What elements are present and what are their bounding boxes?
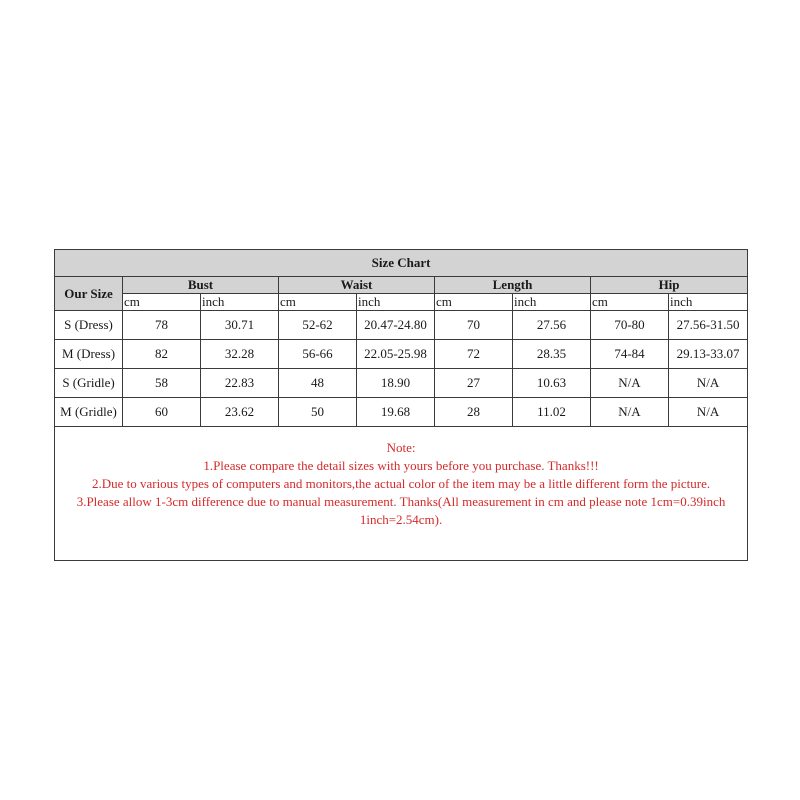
table-cell: N/A: [591, 398, 669, 427]
table-cell: N/A: [591, 369, 669, 398]
table-cell: 74-84: [591, 340, 669, 369]
table-cell: 27.56: [513, 311, 591, 340]
waist-header: Waist: [279, 277, 435, 294]
table-cell: 28.35: [513, 340, 591, 369]
bust-header: Bust: [123, 277, 279, 294]
table-cell: 72: [435, 340, 513, 369]
table-cell: 50: [279, 398, 357, 427]
size-label: S (Gridle): [55, 369, 123, 398]
table-cell: 58: [123, 369, 201, 398]
note-heading: Note:: [386, 440, 416, 455]
unit-cell: inch: [669, 294, 748, 311]
size-label: M (Gridle): [55, 398, 123, 427]
table-cell: 28: [435, 398, 513, 427]
table-cell: N/A: [669, 369, 748, 398]
chart-title: Size Chart: [55, 250, 748, 277]
note-line: 1inch=2.54cm).: [359, 512, 443, 527]
table-row: [55, 369, 748, 398]
table-cell: 70: [435, 311, 513, 340]
size-label: M (Dress): [55, 340, 123, 369]
unit-cell: cm: [279, 294, 357, 311]
table-cell: 27.56-31.50: [669, 311, 748, 340]
table-cell: 20.47-24.80: [357, 311, 435, 340]
our-size-header: Our Size: [55, 277, 123, 311]
unit-cell: cm: [123, 294, 201, 311]
table-cell: 30.71: [201, 311, 279, 340]
unit-cell: inch: [357, 294, 435, 311]
table-cell: N/A: [669, 398, 748, 427]
note-line: 1.Please compare the detail sizes with yours before you purchase. Thanks!!!: [203, 458, 599, 473]
unit-cell: inch: [201, 294, 279, 311]
unit-cell: inch: [513, 294, 591, 311]
table-cell: 11.02: [513, 398, 591, 427]
table-row: [55, 398, 748, 427]
length-header: Length: [435, 277, 591, 294]
table-cell: 52-62: [279, 311, 357, 340]
table-cell: 56-66: [279, 340, 357, 369]
table-cell: 48: [279, 369, 357, 398]
size-label: S (Dress): [55, 311, 123, 340]
table-row: [55, 340, 748, 369]
table-cell: 29.13-33.07: [669, 340, 748, 369]
table-cell: 82: [123, 340, 201, 369]
table-cell: 22.83: [201, 369, 279, 398]
size-chart-table: [54, 249, 748, 561]
table-cell: 32.28: [201, 340, 279, 369]
unit-cell: cm: [435, 294, 513, 311]
table-cell: 22.05-25.98: [357, 340, 435, 369]
table-cell: 18.90: [357, 369, 435, 398]
unit-cell: cm: [591, 294, 669, 311]
table-row: [55, 311, 748, 340]
table-cell: 78: [123, 311, 201, 340]
note-line: 3.Please allow 1-3cm difference due to manual measurement. Thanks(All measurement in cm and please note 1cm=0.39inch: [76, 494, 726, 509]
table-cell: 10.63: [513, 369, 591, 398]
note-line: 2.Due to various types of computers and monitors,the actual color of the item may be a little different form the picture.: [91, 476, 711, 491]
table-cell: 19.68: [357, 398, 435, 427]
table-cell: 70-80: [591, 311, 669, 340]
note-section: [55, 427, 748, 561]
table-cell: 23.62: [201, 398, 279, 427]
table-cell: 27: [435, 369, 513, 398]
hip-header: Hip: [591, 277, 748, 294]
table-cell: 60: [123, 398, 201, 427]
